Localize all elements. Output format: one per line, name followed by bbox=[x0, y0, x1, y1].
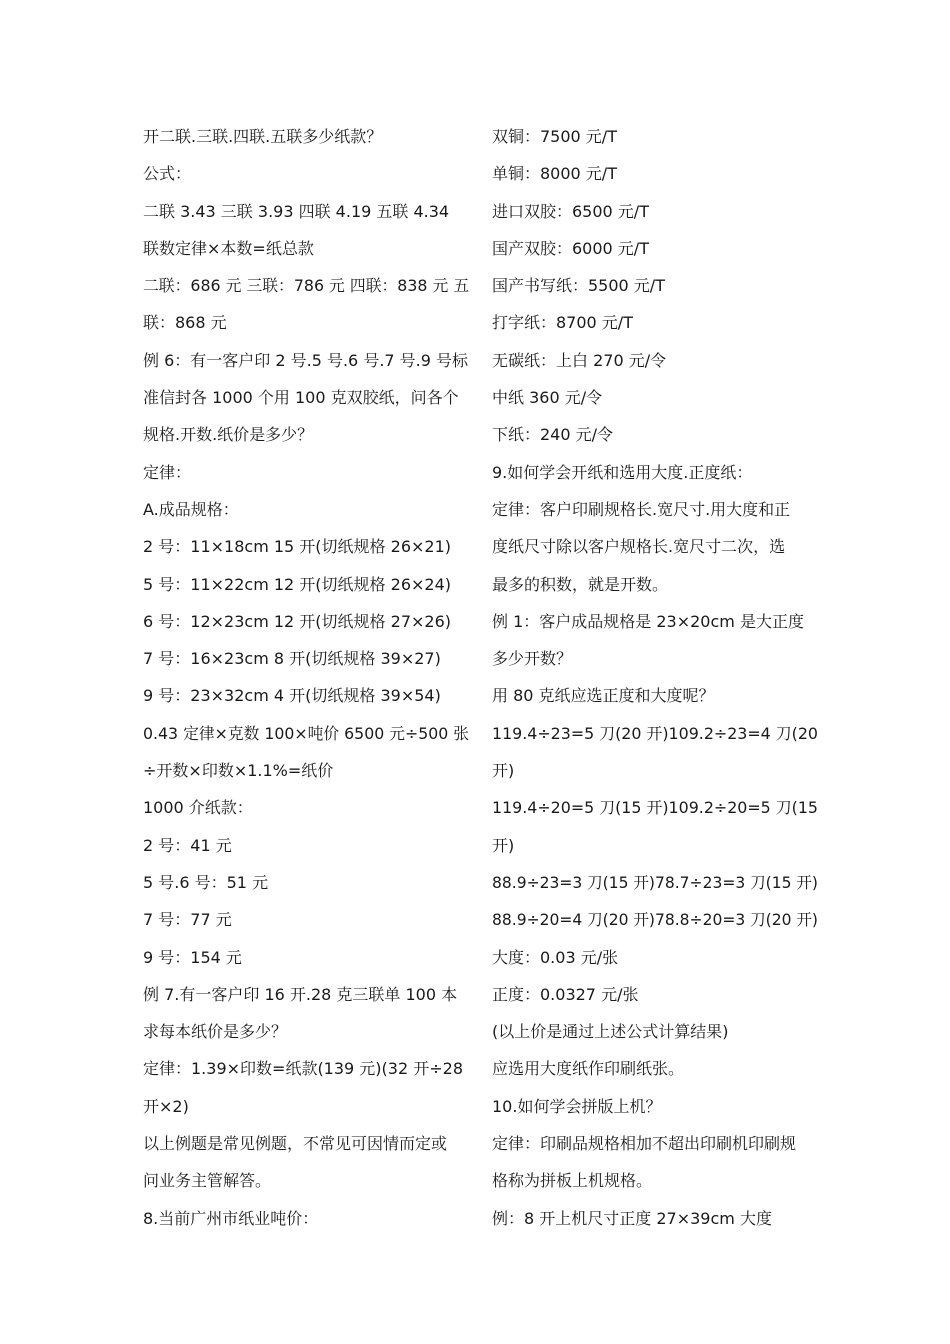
left-line-24: 例 7.有一客户印 16 开.28 克三联单 100 本 bbox=[143, 984, 458, 1004]
left-line-13: 5 号：11×22cm 12 开(切纸规格 26×24) bbox=[143, 574, 452, 594]
left-line-3: 二联 3.43 三联 3.93 四联 4.19 五联 4.34 bbox=[143, 201, 450, 221]
right-line-8: 中纸 360 元/令 bbox=[492, 388, 603, 408]
right-line-15: 多少开数？ bbox=[492, 649, 573, 669]
left-line-10: 定律： bbox=[143, 462, 192, 482]
left-line-16: 9 号：23×32cm 4 开(切纸规格 39×54) bbox=[143, 686, 441, 706]
right-line-16: 用 80 克纸应选正度和大度呢？ bbox=[492, 686, 715, 706]
right-text-column bbox=[492, 118, 819, 1237]
left-line-11: A.成品规格： bbox=[143, 499, 239, 519]
right-line-27: 10.如何学会拼版上机？ bbox=[492, 1096, 662, 1116]
left-line-15: 7 号：16×23cm 8 开(切纸规格 39×27) bbox=[143, 649, 441, 669]
right-line-5: 国产书写纸：5500 元/T bbox=[492, 276, 665, 296]
left-line-22: 7 号：77 元 bbox=[143, 910, 232, 930]
right-line-7: 无碳纸：上白 270 元/令 bbox=[492, 350, 667, 370]
right-line-13: 最多的积数，就是开数。 bbox=[492, 574, 669, 594]
right-line-24: 正度：0.0327 元/张 bbox=[492, 984, 639, 1004]
left-line-1: 开二联.三联.四联.五联多少纸款？ bbox=[143, 127, 383, 146]
left-line-7: 例 6：有一客户印 2 号.5 号.6 号.7 号.9 号标 bbox=[143, 350, 469, 370]
left-line-20: 2 号：41 元 bbox=[143, 835, 232, 855]
right-line-21: 88.9÷23=3 刀(15 开)78.7÷23=3 刀(15 开) bbox=[492, 872, 818, 892]
right-line-6: 打字纸：8700 元/T bbox=[492, 313, 633, 333]
right-line-26: 应选用大度纸作印刷纸张。 bbox=[492, 1059, 685, 1079]
left-line-8: 准信封各 1000 个用 100 克双胶纸，问各个 bbox=[143, 388, 459, 408]
right-line-29: 格称为拼板上机规格。 bbox=[492, 1171, 653, 1191]
left-line-14: 6 号：12×23cm 12 开(切纸规格 27×26) bbox=[143, 611, 452, 631]
left-line-21: 5 号.6 号：51 元 bbox=[143, 872, 269, 892]
right-line-28: 定律：印刷品规格相加不超出印刷机印刷规 bbox=[492, 1134, 797, 1154]
left-line-5: 二联：686 元 三联：786 元 四联：838 元 五 bbox=[143, 276, 470, 296]
left-line-18: ÷开数×印数×1.1%=纸价 bbox=[143, 761, 334, 781]
right-line-22: 88.9÷20=4 刀(20 开)78.8÷20=3 刀(20 开) bbox=[492, 910, 818, 930]
left-line-2: 公式： bbox=[143, 164, 192, 184]
right-line-1: 双铜：7500 元/T bbox=[492, 127, 617, 146]
right-line-23: 大度：0.03 元/张 bbox=[492, 947, 619, 967]
left-line-4: 联数定律×本数=纸总款 bbox=[143, 238, 314, 258]
right-line-17: 119.4÷23=5 刀(20 开)109.2÷23=4 刀(20 bbox=[492, 723, 819, 743]
left-line-19: 1000 介纸款： bbox=[143, 798, 253, 818]
right-line-12: 度纸尺寸除以客户规格长.宽尺寸二次，选 bbox=[492, 537, 786, 557]
right-line-20: 开) bbox=[492, 835, 515, 855]
left-line-30: 8.当前广州市纸业吨价： bbox=[143, 1208, 319, 1228]
right-line-19: 119.4÷20=5 刀(15 开)109.2÷20=5 刀(15 bbox=[492, 798, 819, 818]
left-line-17: 0.43 定律×克数 100×吨价 6500 元÷500 张 bbox=[143, 723, 470, 743]
right-line-3: 进口双胶：6500 元/T bbox=[492, 201, 649, 221]
left-line-9: 规格.开数.纸价是多少？ bbox=[143, 425, 314, 445]
left-line-6: 联：868 元 bbox=[143, 313, 227, 333]
right-line-18: 开) bbox=[492, 761, 515, 781]
left-line-29: 问业务主管解答。 bbox=[143, 1171, 272, 1191]
right-line-11: 定律：客户印刷规格长.宽尺寸.用大度和正 bbox=[492, 499, 791, 519]
right-line-30: 例：8 开上机尺寸正度 27×39cm 大度 bbox=[492, 1208, 772, 1228]
right-line-14: 例 1：客户成品规格是 23×20cm 是大正度 bbox=[492, 611, 804, 631]
right-line-2: 单铜：8000 元/T bbox=[492, 164, 617, 184]
right-line-4: 国产双胶：6000 元/T bbox=[492, 238, 649, 258]
left-text-column bbox=[143, 118, 470, 1237]
left-line-28: 以上例题是常见例题，不常见可因情而定或 bbox=[143, 1134, 448, 1154]
right-line-10: 9.如何学会开纸和选用大度.正度纸： bbox=[492, 462, 753, 482]
left-line-23: 9 号：154 元 bbox=[143, 947, 242, 967]
right-line-9: 下纸：240 元/令 bbox=[492, 425, 614, 445]
left-line-25: 求每本纸价是多少？ bbox=[143, 1022, 288, 1042]
right-line-25: (以上价是通过上述公式计算结果) bbox=[492, 1022, 729, 1042]
left-line-27: 开×2) bbox=[143, 1096, 189, 1116]
left-line-26: 定律：1.39×印数=纸款(139 元)(32 开÷28 bbox=[143, 1059, 464, 1079]
left-line-12: 2 号：11×18cm 15 开(切纸规格 26×21) bbox=[143, 537, 452, 557]
